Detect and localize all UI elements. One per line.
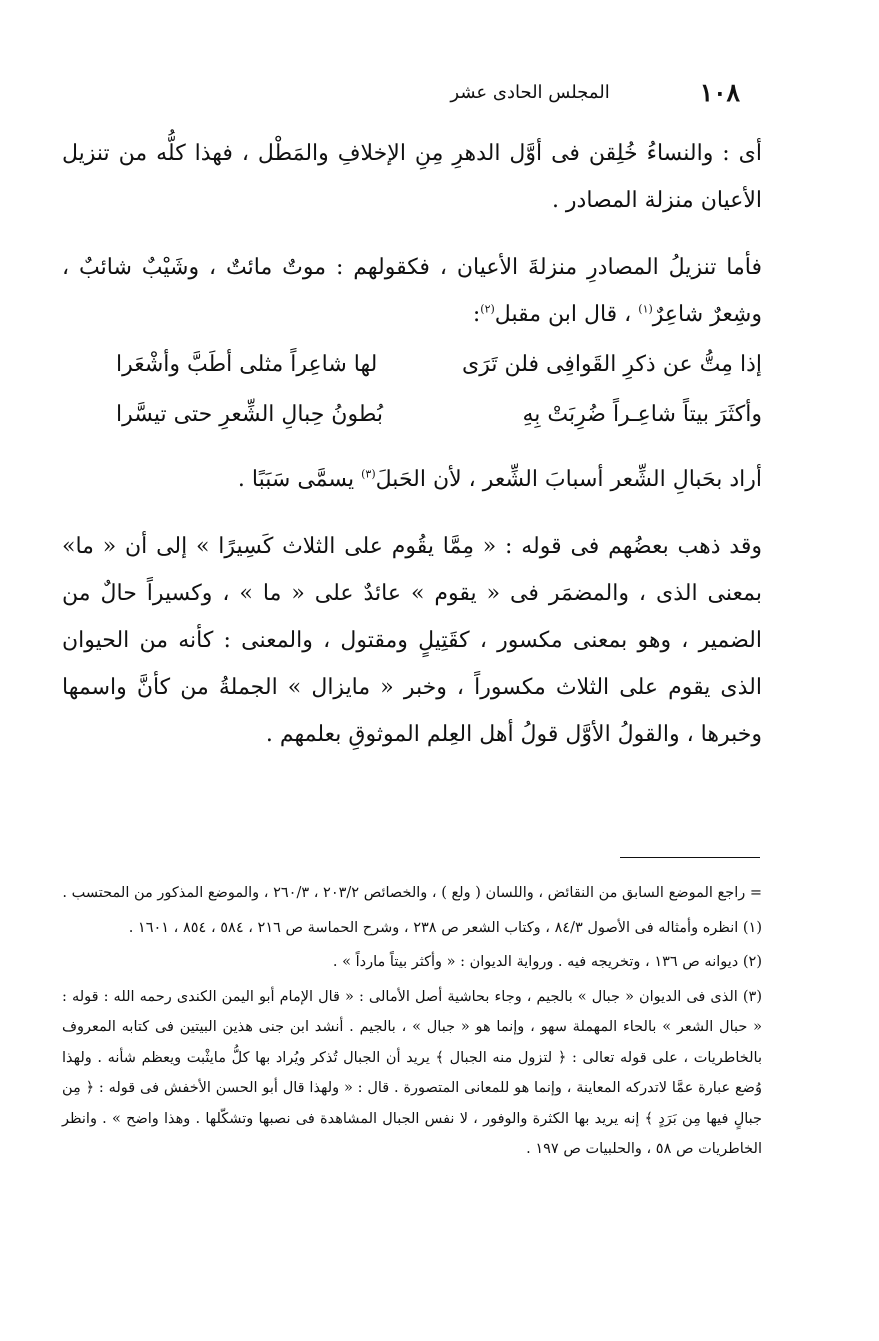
footnote-mark-1: (١) <box>638 302 653 316</box>
footnote-continued: = راجع الموضع السابق من النقائض ، واللسان ( ولع ) ، والخصائص ٢٠٣/٢ ، ٢٦٠/٣ ، والموضع المذكور من المحتسب . <box>62 885 762 901</box>
footnote-3: (٣) الذى فى الديوان « جبال » بالجيم ، وجاء بحاشية أصل الأمالى : « قال الإمام أبو اليمن الكندى رحمه الله : قوله : « حبال الشعر » بالحاء المهملة سهو ، وإنما هو « جبال » ، بالجيم . أنشد ابن جنى هذين البيتين فى كتابه المعروف بالخاطريات ، على قوله تعالى : ﴿ لتزول منه الجبال ﴾ يريد أن الجبال تُذكر ويُراد بها كلُّ مايثْبت ويعظم شأنه . ولهذا وُضع عبارة عمَّا لاتدركه المعاينة ، وإنما هو للمعانى المتصورة . قال : « ولهذا قال أبو الحسن الأخفش فى قوله : ﴿ مِن جبالٍ فيها مِن بَرَدٍ ﴾ إنه يريد بها الكثرة والوفور ، لا نفس الجبال المشاهدة فى نصبها وتشكّلها . وهذا واضح » . وانظر الخاطريات ص ٥٨ ، والحلبيات ص ١٩٧ . <box>62 988 762 1157</box>
main-text <box>62 130 762 758</box>
paragraph-2 <box>62 244 762 338</box>
paragraph-2-start: فأما تنزيلُ المصادرِ منزلةَ الأعيان ، فكقولهم : موتٌ مائتٌ ، وشَيْبٌ شائبٌ ، وشِعرٌ شاعِرٌ <box>62 255 762 327</box>
paragraph-2-mid: ، قال ابن مقبل <box>494 302 639 327</box>
verse-1-first-hemistich: إذا مِتُّ عن ذكرِ القَوافِى فلن تَرَى <box>462 352 762 377</box>
verse-line-1 <box>62 341 762 388</box>
footnote-mark-2: (٢) <box>480 302 495 316</box>
page-number: ١٠٨ <box>699 77 740 107</box>
verse-2-second-hemistich: بُطونُ حِبالِ الشِّعرِ حتى تيسَّرا <box>116 402 383 427</box>
verse-2-first-hemistich: وأكثَرَ بيتاً شاعِـراً ضُرِبَتْ بِهِ <box>522 402 762 427</box>
paragraph-3 <box>62 456 762 503</box>
footnote-2: (٢) ديوانه ص ١٣٦ ، وتخريجه فيه . ورواية الديوان : « وأكثر بيتاً مارداً » . <box>332 954 762 970</box>
paragraph-3-start: أراد بحَبالِ الشِّعر أسبابَ الشِّعر ، لأن الحَبلَ <box>375 467 762 492</box>
verse-1-second-hemistich: لها شاعِراً مثلى أطَبَّ وأشْعَرا <box>116 352 378 377</box>
paragraph-1: أى : والنساءُ خُلِقن فى أوَّل الدهرِ مِنِ الإخلافِ والمَطْل ، فهذا كلُّه من تنزيل الأعيان منزلة المصادر . <box>62 141 762 213</box>
paragraph-4: وقد ذهب بعضُهم فى قوله : « مِمَّا يقُوم على الثلاث كَسِيرًا » إلى أن « ما» بمعنى الذى ، والمضمَر فى « يقوم » عائدٌ على « ما » ، وكسيراً حالٌ من الضمير ، وهو بمعنى مكسور ، كقَتِيلٍ ومقتول ، والمعنى : كأنه من الحيوان الذى يقوم على الثلاث مكسوراً ، وخبر « مايزال » الجملةُ من كأنَّ واسمها وخبرها ، والقولُ الأوَّل قولُ أهل العِلم الموثوقِ بعلمهم . <box>62 534 762 747</box>
verse-line-2 <box>62 391 762 438</box>
poem <box>62 341 762 438</box>
paragraph-2-end: : <box>472 302 481 327</box>
footnote-1: (١) انظره وأمثاله فى الأصول ٨٤/٣ ، وكتاب الشعر ص ٢٣٨ ، وشرح الحماسة ص ٢١٦ ، ٥٨٤ ، ٨٥٤ ، ١٦٠١ . <box>128 919 762 936</box>
footnote-separator <box>620 857 760 858</box>
running-title: المجلس الحادى عشر <box>450 81 610 103</box>
page-header <box>300 74 740 110</box>
paragraph-3-end: يسمَّى سَبَبًا . <box>237 467 362 492</box>
footnotes <box>62 878 762 1169</box>
footnote-mark-3: (٣) <box>361 467 376 481</box>
